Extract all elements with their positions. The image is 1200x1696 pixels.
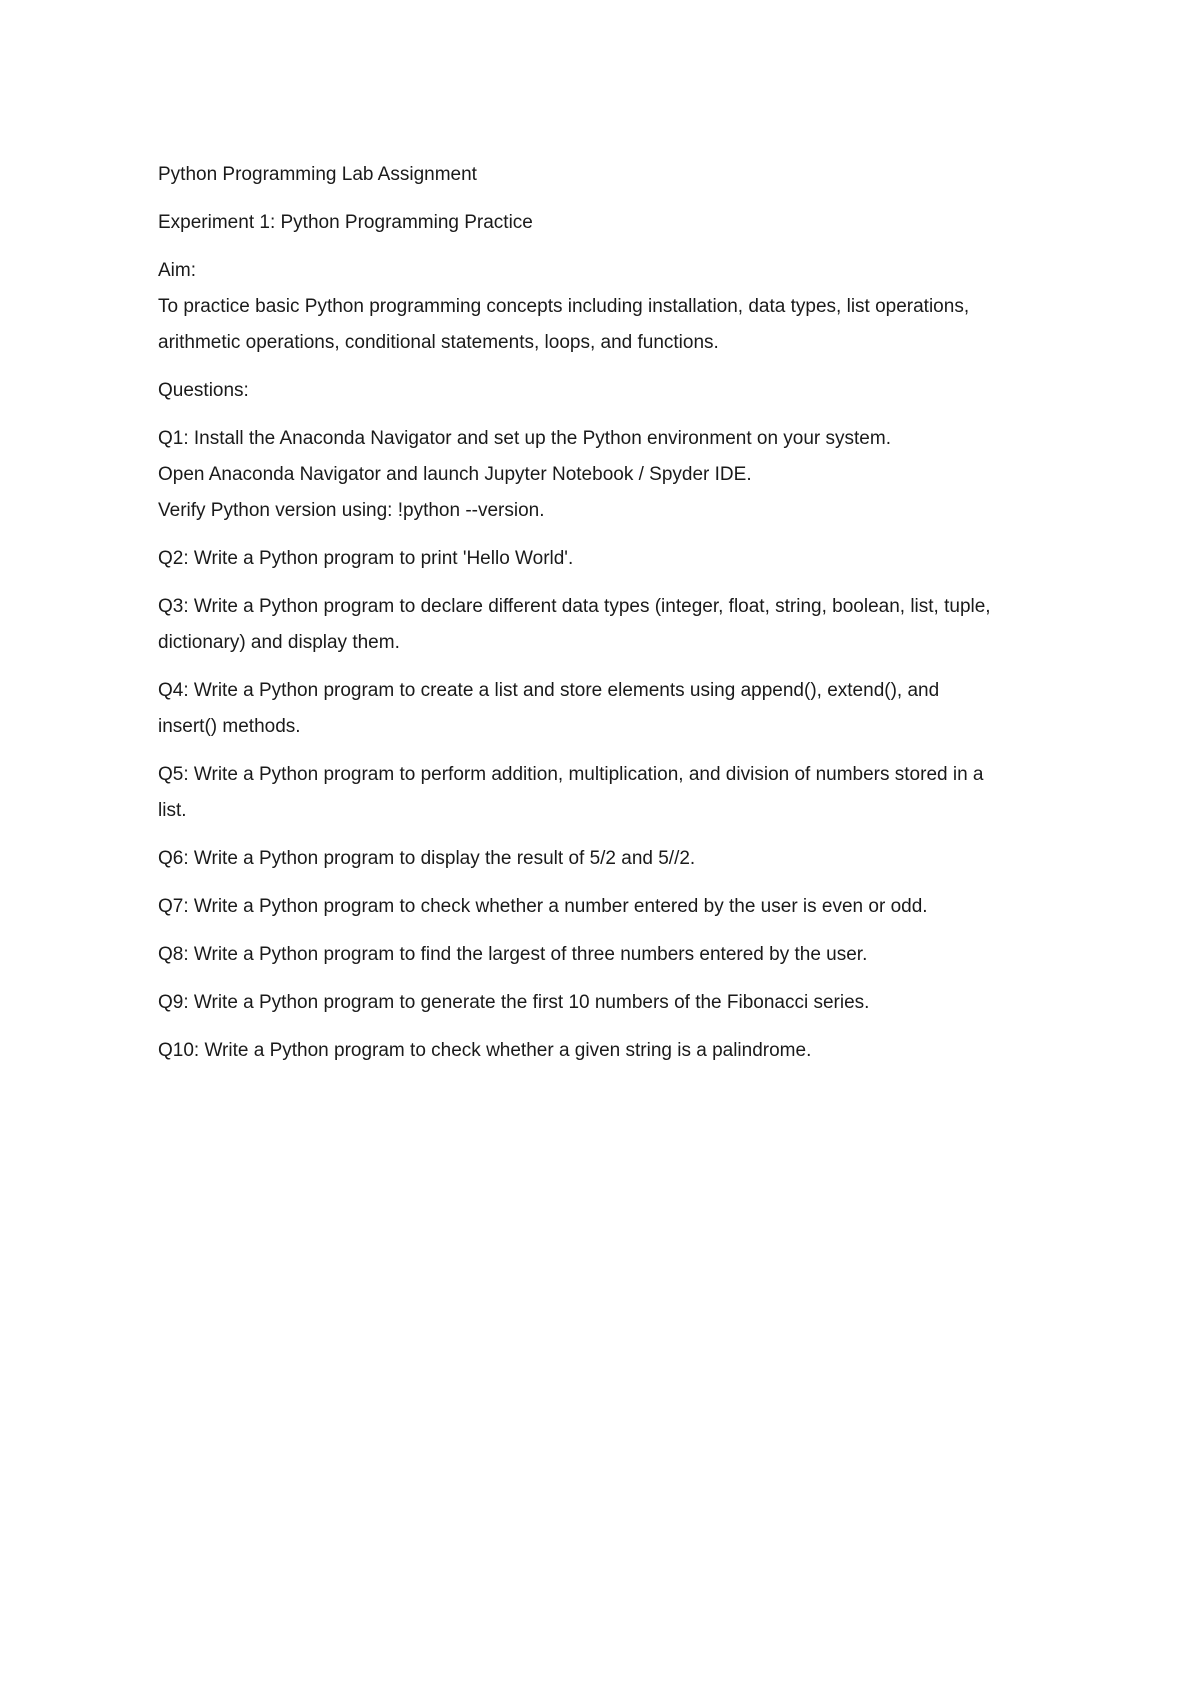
question-1 — [158, 421, 1058, 529]
question-7 — [158, 889, 1058, 925]
question-line: Q6: Write a Python program to display the result of 5/2 and 5//2. — [158, 848, 696, 869]
experiment-heading: Experiment 1: Python Programming Practice — [158, 212, 533, 233]
aim-text-line: To practice basic Python programming concepts including installation, data types, list operations, — [158, 296, 970, 317]
question-line: insert() methods. — [158, 716, 301, 737]
question-line: Q5: Write a Python program to perform addition, multiplication, and division of numbers stored in a — [158, 764, 984, 785]
question-line: dictionary) and display them. — [158, 632, 400, 653]
aim-section — [158, 253, 1058, 361]
question-line: Q7: Write a Python program to check whether a number entered by the user is even or odd. — [158, 896, 928, 917]
question-line: Q1: Install the Anaconda Navigator and set up the Python environment on your system. — [158, 428, 891, 449]
question-10 — [158, 1033, 1058, 1069]
question-9 — [158, 985, 1058, 1021]
question-8 — [158, 937, 1058, 973]
question-line: Q8: Write a Python program to find the largest of three numbers entered by the user. — [158, 944, 868, 965]
question-2 — [158, 541, 1058, 577]
question-line: Q4: Write a Python program to create a list and store elements using append(), extend(), and — [158, 680, 940, 701]
question-line: Q10: Write a Python program to check whether a given string is a palindrome. — [158, 1040, 812, 1061]
question-line: Q3: Write a Python program to declare different data types (integer, float, string, boolean, list, tuple, — [158, 596, 991, 617]
question-4 — [158, 673, 1058, 745]
question-5 — [158, 757, 1058, 829]
aim-label: Aim: — [158, 260, 196, 281]
question-3 — [158, 589, 1058, 661]
document-content — [158, 157, 1058, 1081]
document-title: Python Programming Lab Assignment — [158, 164, 477, 185]
question-line: Q9: Write a Python program to generate the first 10 numbers of the Fibonacci series. — [158, 992, 870, 1013]
question-line: Q2: Write a Python program to print 'Hello World'. — [158, 548, 574, 569]
questions-label: Questions: — [158, 380, 249, 401]
question-line: list. — [158, 800, 187, 821]
question-line: Verify Python version using: !python --version. — [158, 500, 545, 521]
question-6 — [158, 841, 1058, 877]
aim-text-line: arithmetic operations, conditional statements, loops, and functions. — [158, 332, 719, 353]
question-line: Open Anaconda Navigator and launch Jupyter Notebook / Spyder IDE. — [158, 464, 752, 485]
